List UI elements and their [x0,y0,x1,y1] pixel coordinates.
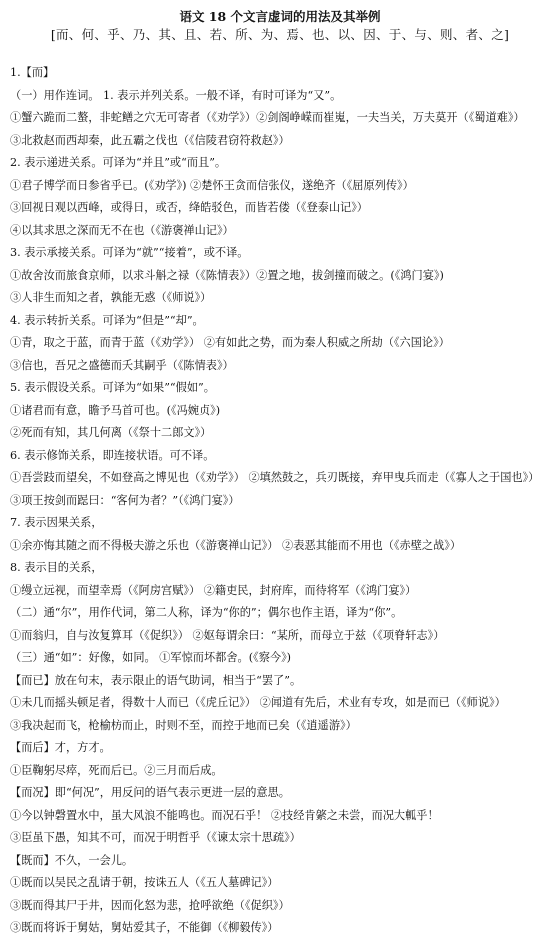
text-line: ①今以钟磬置水中，虽大风浪不能鸣也。而况石乎！ ②技经肯綮之未尝，而况大軱乎！ [10,808,439,822]
text-line: ③回视日观以西峰，或得日，或否，绛皓驳色，而皆若偻（《登泰山记》） [10,201,368,214]
text-line: ①既而以吴民之乱请于朝，按诛五人（《五人墓碑记》） [10,876,279,889]
text-line: 【而况】即“何况”，用反问的语气表示更进一层的意思。 [10,786,290,799]
text-line: 7. 表示因果关系， [10,516,103,529]
text-line: ①蟹六跪而二螯，非蛇鳝之穴无可寄者（《劝学》）②剑阁峥嵘而崔嵬，一夫当关，万夫莫开（《蜀道难》） [10,111,525,124]
text-line: ③人非生而知之者，孰能无惑（《师说》） [10,291,212,304]
text-line: 4. 表示转折关系。可译为“但是”“却”。 [10,313,204,327]
document-subtitle: [而、何、乎、乃、其、且、若、所、为、焉、也、以、因、于、与、则、者、之] [50,27,510,42]
text-line: ③项王按剑而跽曰：“客何为者？”（《鸿门宴》） [10,493,240,507]
text-line: 【而后】才，方才。 [10,741,111,754]
text-line: ①而翁归，自与汝复算耳（《促织》） ②妪每谓余曰：“某所，而母立于兹（《项脊轩志》） [10,628,445,642]
text-line: ③既而将诉于舅姑，舅姑爱其子，不能御（《柳毅传》） [10,921,279,934]
text-line: ①诸君而有意，瞻予马首可也。(《冯婉贞》) [10,403,221,417]
text-line: ①缦立远视，而望幸焉（《阿房宫赋》） ②籍吏民，封府库，而待将军（《鸿门宴》） [10,583,417,597]
text-line: （二）通“尔”，用作代词，第二人称，译为“你的”；偶尔也作主语，译为“你”。 [10,606,403,619]
text-line: ③我决起而飞，枪榆枋而止，时则不至，而控于地而已矣（《逍遥游》） [10,718,357,732]
text-line: （一）用作连词。 1. 表示并列关系。一般不译，有时可译为“又”。 [10,88,342,102]
text-line: 1.【而】 [10,66,55,79]
text-line: （三）通“如”：好像，如同。 ①军惊而坏都舍。(《察今》) [10,651,292,664]
text-line: ③臣虽下愚，知其不可，而况于明哲乎（《谏太宗十思疏》） [10,831,301,844]
text-line: ②死而有知，其几何离（《祭十二郎文》） [10,426,212,439]
text-line: 6. 表示修饰关系，即连接状语。可不译。 [10,448,215,462]
text-line: ③北救赵而西却秦，此五霸之伐也（《信陵君窃符救赵》） [10,133,290,147]
text-line: 2. 表示递进关系。可译为“并且”或“而且”。 [10,156,227,169]
text-line: ③信也，吾兄之盛德而夭其嗣乎（《陈情表》） [10,358,234,372]
text-line: 8. 表示目的关系， [10,561,103,574]
text-line: 【而已】放在句末，表示限止的语气助词，相当于“罢了”。 [10,673,302,687]
text-line: ①青，取之于蓝，而青于蓝（《劝学》） ②有如此之势，而为秦人积威之所劫（《六国论》） [10,336,450,349]
text-line: ③既而得其尸于井，因而化怒为悲，抢呼欲绝（《促织》） [10,898,290,912]
text-line: 3. 表示承接关系。可译为“就”“接着”，或不译。 [10,246,249,259]
text-line: 5. 表示假设关系。可译为“如果”“假如”。 [10,381,215,394]
text-line: ①臣鞠躬尽瘁，死而后已。②三月而后成。 [10,763,223,777]
text-line: ①君子博学而日参省乎已。(《劝学》) ②楚怀王贪而信张仪，遂绝齐（《屈原列传》） [10,178,414,192]
text-line: ④以其求思之深而无不在也（《游褒禅山记》） [10,223,234,237]
document-body [10,62,550,940]
text-line: ①吾尝跂而望矣，不如登高之博见也（《劝学》） ②填然鼓之，兵刃既接，弃甲曳兵而走（《寡人之于国也》） [10,471,540,484]
text-line: ①未几而摇头顿足者，得数十人而已（《虎丘记》） ②闻道有先后，术业有专攻，如是而已（《师说》） [10,696,506,709]
document-title: 语文 18 个文言虚词的用法及其举例 [179,9,381,24]
text-line: ①故舍汝而旅食京师，以求斗斛之禄（《陈情表》）②置之地，拔剑撞而破之。(《鸿门宴》) [10,268,444,282]
text-line: ①余亦悔其随之而不得极夫游之乐也（《游褒禅山记》） ②表恶其能而不用也（《赤壁之战》） [10,538,462,552]
text-line: 【既而】不久，一会儿。 [10,853,134,867]
